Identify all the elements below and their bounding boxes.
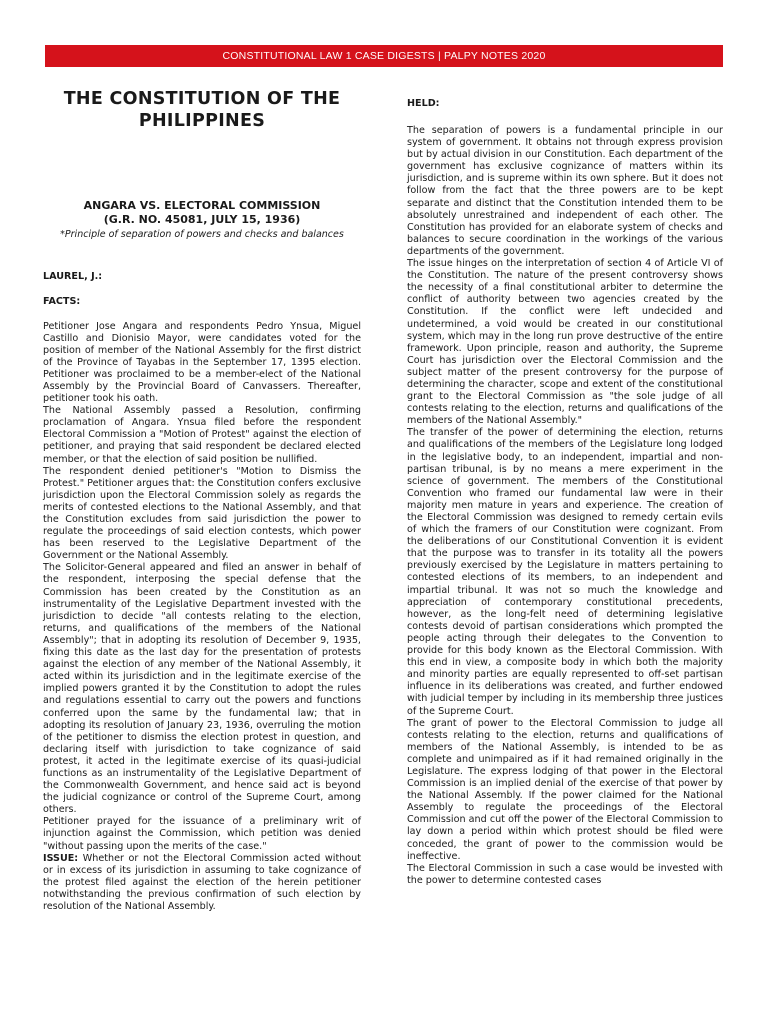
held-paragraph: The Electoral Commission in such a case would be invested with the power to determine contested cases <box>407 862 723 886</box>
facts-paragraph: The respondent denied petitioner's "Motion to Dismiss the Protest." Petitioner argues that: the Constitution confers exclusive jurisdiction upon the Electoral Commission solely as regards the merits of contested elections to the National Assembly, and that the Constitution excludes from said jurisdiction the power to regulate the proceedings of said election contests, which power has been reserved to the Legislative Department of the Government or the National Assembly. <box>43 465 361 562</box>
facts-paragraph: Petitioner prayed for the issuance of a preliminary writ of injunction against the Commission, which petition was denied "without passing upon the merits of the case." <box>43 816 361 852</box>
facts-paragraph: The National Assembly passed a Resolution, confirming proclamation of Angara. Ynsua filed before the respondent Electoral Commission a "Motion of Protest" against the election of petitioner, and praying that said respondent be declared elected member, or that the election of said position be nullified. <box>43 405 361 465</box>
ponente-label: LAUREL, J.: <box>43 270 103 282</box>
issue-text: Whether or not the Electoral Commission acted without or in excess of its jurisdiction in assuming to take cognizance of the protest filed against the election of the herein petitioner notwithstanding the previous confirmation of such election by resolution of the National Assembly. <box>43 852 361 912</box>
issue-block <box>43 853 361 913</box>
held-heading: HELD: <box>407 98 440 109</box>
case-title-line1: ANGARA VS. ELECTORAL COMMISSION <box>83 199 321 212</box>
held-paragraph: The transfer of the power of determining the election, returns and qualifications of the members of the Legislature long lodged in the legislative body, to an independent, impartial and non-partisan tribunal, is by no means a mere experiment in the science of government. The members of the Constitutional Convention who framed our fundamental law were in their majority men mature in years and experience. The creation of the Electoral Commission was designed to remedy certain evils of which the framers of our Constitution were cognizant. From the deliberations of our Constitutional Convention it is evident that the purpose was to transfer in its totality all the powers previously exercised by the Legislature in matters pertaining to contested elections of its members, to an independent and impartial tribunal. It was not so much the knowledge and appreciation of contemporary constitutional precedents, however, as the long-felt need of determining legislative contests devoid of partisan considerations which prompted the people acting through their delegates to the Convention to provide for this body known as the Electoral Commission. With this end in view, a composite body in which both the majority and minority parties are equally represented to off-set partisan influence in its deliberations was created, and further endowed with judicial temper by including in its membership three justices of the Supreme Court. <box>407 427 723 717</box>
held-paragraph: The grant of power to the Electoral Commission to judge all contests relating to the election, returns and qualifications of members of the National Assembly, is intended to be as complete and unimpaired as if it had remained originally in the Legislature. The express lodging of that power in the Electoral Commission is an implied denial of the exercise of that power by the National Assembly. If the power claimed for the National Assembly to regulate the proceedings of the Electoral Commission and cut off the power of the Electoral Commission to lay down a period within which protest should be filed were conceded, the grant of power to the commission would be ineffective. <box>407 717 723 862</box>
case-subtitle: *Principle of separation of powers and checks and balances <box>60 229 344 240</box>
facts-heading: FACTS: <box>43 295 81 307</box>
case-title-line2: (G.R. NO. 45081, JULY 15, 1936) <box>103 213 301 226</box>
facts-body <box>43 321 361 853</box>
issue-heading: ISSUE: <box>43 852 79 864</box>
right-column <box>407 98 723 887</box>
left-column <box>43 88 361 913</box>
held-paragraph: The issue hinges on the interpretation of section 4 of Article VI of the Constitution. The nature of the present controversy shows the necessity of a final constitutional arbiter to determine the conflict of authority between two agencies created by the Constitution. If the conflict were left undecided and undetermined, a void would be created in our constitutional system, which may in the long run prove destructive of the entire framework. Upon principle, reason and authority, the Supreme Court has jurisdiction over the Electoral Commission and the subject matter of the present controversy for the purpose of determining the character, scope and extent of the constitutional grant to the Electoral Commission as "the sole judge of all contests relating to the election, returns and qualifications of the members of the National Assembly." <box>407 258 723 427</box>
case-title <box>43 199 361 227</box>
header-banner: CONSTITUTIONAL LAW 1 CASE DIGESTS | PALPY NOTES 2020 <box>45 45 723 67</box>
held-body <box>407 125 723 887</box>
held-paragraph: The separation of powers is a fundamental principle in our system of government. It obtains not through express provision but by actual division in our Constitution. Each department of the government has exclusive cognizance of matters within its jurisdiction, and is supreme within its own sphere. But it does not follow from the fact that the three powers are to be kept separate and distinct that the Constitution intended them to be absolutely unrestrained and independent of each other. The Constitution has provided for an elaborate system of checks and balances to secure coordination in the workings of the various departments of the government. <box>407 125 723 257</box>
facts-paragraph: Petitioner Jose Angara and respondents Pedro Ynsua, Miguel Castillo and Dionisio Mayor, were candidates voted for the position of member of the National Assembly for the first district of the Province of Tayabas in the September 17, 1395 election. Petitioner was proclaimed to be a member-elect of the National Assembly by the Provincial Board of Canvassers. Thereafter, petitioner took his oath. <box>43 320 361 405</box>
document-title: THE CONSTITUTION OF THE PHILIPPINES <box>63 89 341 131</box>
facts-paragraph: The Solicitor-General appeared and filed an answer in behalf of the respondent, interposing the special defense that the Commission has been created by the Constitution as an instrumentality of the Legislative Department invested with the jurisdiction to decide "all contests relating to the election, returns, and qualifications of the members of the National Assembly"; that in adopting its resolution of December 9, 1935, fixing this date as the last day for the presentation of protests against the election of any member of the National Assembly, it acted within its jurisdiction and in the legitimate exercise of the implied powers granted it by the Constitution to adopt the rules and regulations essential to carry out the powers and functions conferred upon the same by the fundamental law; that in adopting its resolution of January 23, 1936, overruling the motion of the petitioner to dismiss the election protest in question, and declaring itself with jurisdiction to take cognizance of said protest, it acted in the legitimate exercise of its quasi-judicial functions as an instrumentality of the Legislative Department of the Commonwealth Government, and hence said act is beyond the judicial cognizance or control of the Supreme Court, among others. <box>43 562 361 816</box>
